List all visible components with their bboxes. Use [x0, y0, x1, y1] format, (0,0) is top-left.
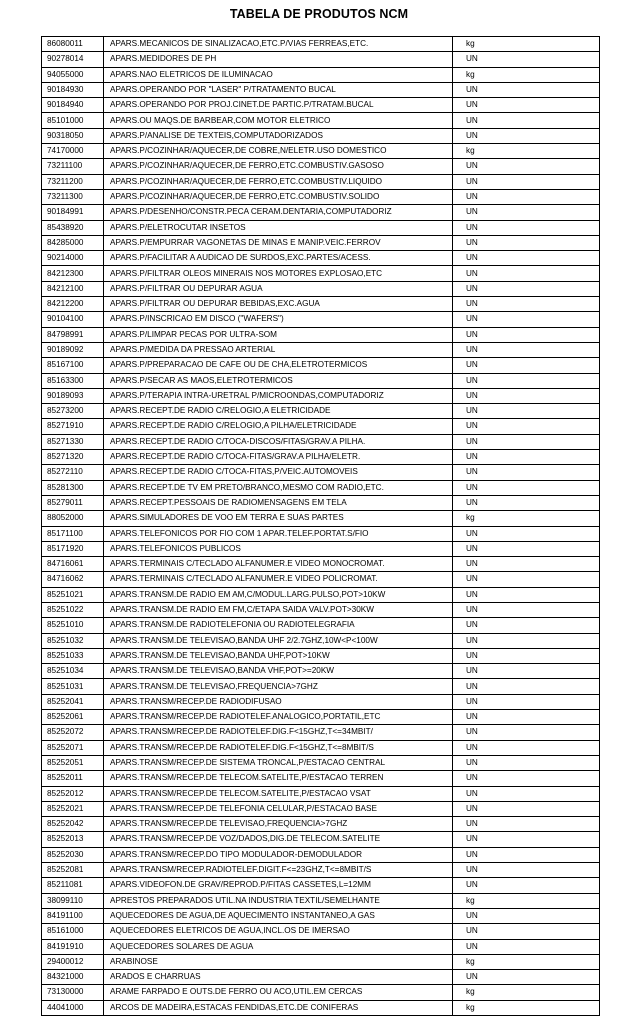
ncm-code-cell: 85271320: [42, 450, 104, 465]
table-row: [42, 664, 600, 679]
unit-cell: UN: [453, 664, 600, 679]
ncm-code-cell: 90184991: [42, 205, 104, 220]
product-description-cell: APARS.RECEPT.PESSOAIS DE RADIOMENSAGENS EM TELA: [104, 495, 453, 510]
unit-cell: UN: [453, 98, 600, 113]
product-description-cell: APARS.TRANSM/RECEP.DE RADIODIFUSAO: [104, 694, 453, 709]
table-row: [42, 633, 600, 648]
product-description-cell: AQUECEDORES ELETRICOS DE AGUA,INCL.OS DE IMERSAO: [104, 924, 453, 939]
unit-cell: UN: [453, 725, 600, 740]
table-row: [42, 893, 600, 908]
table-row: [42, 648, 600, 663]
table-row: [42, 786, 600, 801]
ncm-code-cell: 85101000: [42, 113, 104, 128]
product-description-cell: APARS.TRANSM/RECEP.DO TIPO MODULADOR-DEMODULADOR: [104, 847, 453, 862]
table-row: [42, 557, 600, 572]
table-row: [42, 52, 600, 67]
product-description-cell: APARS.P/COZINHAR/AQUECER,DE FERRO,ETC.COMBUSTIV.GASOSO: [104, 159, 453, 174]
product-description-cell: APARS.P/COZINHAR/AQUECER,DE FERRO,ETC.COMBUSTIV.LIQUIDO: [104, 174, 453, 189]
ncm-code-cell: 85271330: [42, 434, 104, 449]
ncm-code-cell: 85252021: [42, 801, 104, 816]
product-description-cell: APARS.RECEPT.DE RADIO C/RELOGIO,A PILHA/ELETRICIDADE: [104, 419, 453, 434]
table-row: [42, 618, 600, 633]
product-description-cell: APARS.P/DESENHO/CONSTR.PECA CERAM.DENTARIA,COMPUTADORIZ: [104, 205, 453, 220]
unit-cell: UN: [453, 297, 600, 312]
unit-cell: UN: [453, 541, 600, 556]
product-description-cell: APARS.P/FILTRAR OU DEPURAR AGUA: [104, 281, 453, 296]
table-row: [42, 144, 600, 159]
unit-cell: UN: [453, 404, 600, 419]
unit-cell: UN: [453, 189, 600, 204]
unit-cell: UN: [453, 220, 600, 235]
unit-cell: UN: [453, 847, 600, 862]
unit-cell: UN: [453, 863, 600, 878]
table-row: [42, 725, 600, 740]
table-row: [42, 679, 600, 694]
unit-cell: UN: [453, 373, 600, 388]
ncm-code-cell: 90184930: [42, 82, 104, 97]
unit-cell: UN: [453, 572, 600, 587]
product-description-cell: APARS.P/EMPURRAR VAGONETAS DE MINAS E MANIP.VEIC.FERROV: [104, 235, 453, 250]
table-row: [42, 342, 600, 357]
ncm-code-cell: 90278014: [42, 52, 104, 67]
table-row: [42, 465, 600, 480]
product-description-cell: APARS.NAO ELETRICOS DE ILUMINACAO: [104, 67, 453, 82]
table-row: [42, 863, 600, 878]
table-row: [42, 480, 600, 495]
table-row: [42, 847, 600, 862]
table-row: [42, 98, 600, 113]
table-row: [42, 602, 600, 617]
ncm-code-cell: 85252042: [42, 817, 104, 832]
product-description-cell: ARADOS E CHARRUAS: [104, 970, 453, 985]
table-row: [42, 541, 600, 556]
ncm-products-table: [41, 36, 600, 1016]
table-row: [42, 771, 600, 786]
product-description-cell: APARS.P/LIMPAR PECAS POR ULTRA-SOM: [104, 327, 453, 342]
table-row: [42, 113, 600, 128]
unit-cell: UN: [453, 587, 600, 602]
product-description-cell: APARS.OU MAQS.DE BARBEAR,COM MOTOR ELETRICO: [104, 113, 453, 128]
ncm-code-cell: 73211200: [42, 174, 104, 189]
ncm-code-cell: 85211081: [42, 878, 104, 893]
ncm-code-cell: 85252013: [42, 832, 104, 847]
ncm-code-cell: 85171920: [42, 541, 104, 556]
ncm-code-cell: 85252011: [42, 771, 104, 786]
product-description-cell: APARS.TRANSM.DE TELEVISAO,BANDA UHF,POT>10KW: [104, 648, 453, 663]
ncm-code-cell: 38099110: [42, 893, 104, 908]
table-row: [42, 587, 600, 602]
table-row: [42, 159, 600, 174]
ncm-code-cell: 73130000: [42, 985, 104, 1000]
unit-cell: UN: [453, 939, 600, 954]
product-description-cell: APARS.TRANSM/RECEP.DE RADIOTELEF.DIG.F<15GHZ,T<=8MBIT/S: [104, 740, 453, 755]
table-row: [42, 450, 600, 465]
ncm-code-cell: 84798991: [42, 327, 104, 342]
unit-cell: kg: [453, 37, 600, 52]
product-description-cell: APARS.RECEPT.DE RADIO C/TOCA-DISCOS/FITAS/GRAV.A PILHA.: [104, 434, 453, 449]
ncm-code-cell: 85167100: [42, 358, 104, 373]
table-row: [42, 327, 600, 342]
ncm-code-cell: 84212200: [42, 297, 104, 312]
product-description-cell: APARS.TRANSM/RECEP.DE TELEFONIA CELULAR,P/ESTACAO BASE: [104, 801, 453, 816]
ncm-code-cell: 85271910: [42, 419, 104, 434]
ncm-code-cell: 90318050: [42, 128, 104, 143]
ncm-code-cell: 84716061: [42, 557, 104, 572]
table-row: [42, 281, 600, 296]
ncm-code-cell: 85252030: [42, 847, 104, 862]
table-row: [42, 189, 600, 204]
unit-cell: UN: [453, 495, 600, 510]
unit-cell: UN: [453, 694, 600, 709]
table-row: [42, 67, 600, 82]
table-row: [42, 312, 600, 327]
table-row: [42, 220, 600, 235]
ncm-code-cell: 86080011: [42, 37, 104, 52]
product-description-cell: APARS.TRANSM/RECEP.RADIOTELEF.DIGIT.F<=23GHZ,T<=8MBIT/S: [104, 863, 453, 878]
product-description-cell: APARS.RECEPT.DE RADIO C/TOCA-FITAS/GRAV.A PILHA/ELETR.: [104, 450, 453, 465]
unit-cell: UN: [453, 755, 600, 770]
unit-cell: UN: [453, 710, 600, 725]
page-title: TABELA DE PRODUTOS NCM: [229, 7, 409, 21]
product-description-cell: APARS.P/FILTRAR OU DEPURAR BEBIDAS,EXC.AGUA: [104, 297, 453, 312]
ncm-code-cell: 88052000: [42, 511, 104, 526]
unit-cell: UN: [453, 281, 600, 296]
table-row: [42, 37, 600, 52]
product-description-cell: APARS.TRANSM/RECEP.DE VOZ/DADOS,DIG.DE TELECOM.SATELITE: [104, 832, 453, 847]
ncm-code-cell: 73211300: [42, 189, 104, 204]
table-row: [42, 174, 600, 189]
product-description-cell: AQUECEDORES SOLARES DE AGUA: [104, 939, 453, 954]
ncm-code-cell: 85438920: [42, 220, 104, 235]
table-row: [42, 404, 600, 419]
table-row: [42, 495, 600, 510]
product-description-cell: APARS.SIMULADORES DE VOO EM TERRA E SUAS PARTES: [104, 511, 453, 526]
product-description-cell: APARS.TRANSM/RECEP.DE RADIOTELEF.DIG.F<15GHZ,T<=34MBIT/: [104, 725, 453, 740]
product-description-cell: APARS.P/MEDIDA DA PRESSAO ARTERIAL: [104, 342, 453, 357]
product-description-cell: APARS.TRANSM.DE RADIO EM FM,C/ETAPA SAIDA VALV.POT>30KW: [104, 602, 453, 617]
product-description-cell: APARS.TRANSM/RECEP.DE TELECOM.SATELITE,P/ESTACAO VSAT: [104, 786, 453, 801]
product-description-cell: APARS.TRANSM.DE TELEVISAO,BANDA VHF,POT>=20KW: [104, 664, 453, 679]
ncm-code-cell: 85251032: [42, 633, 104, 648]
product-description-cell: APARS.P/COZINHAR/AQUECER,DE FERRO,ETC.COMBUSTIV.SOLIDO: [104, 189, 453, 204]
unit-cell: kg: [453, 144, 600, 159]
unit-cell: UN: [453, 434, 600, 449]
product-description-cell: APARS.RECEPT.DE RADIO C/RELOGIO,A ELETRICIDADE: [104, 404, 453, 419]
ncm-code-cell: 44041000: [42, 1000, 104, 1015]
product-description-cell: APARS.MECANICOS DE SINALIZACAO,ETC.P/VIAS FERREAS,ETC.: [104, 37, 453, 52]
table-row: [42, 388, 600, 403]
unit-cell: UN: [453, 832, 600, 847]
ncm-code-cell: 85161000: [42, 924, 104, 939]
table-row: [42, 939, 600, 954]
product-description-cell: APARS.TERMINAIS C/TECLADO ALFANUMER.E VIDEO POLICROMAT.: [104, 572, 453, 587]
ncm-code-cell: 85251010: [42, 618, 104, 633]
product-description-cell: APARS.TERMINAIS C/TECLADO ALFANUMER.E VIDEO MONOCROMAT.: [104, 557, 453, 572]
unit-cell: UN: [453, 878, 600, 893]
product-description-cell: APARS.VIDEOFON.DE GRAV/REPROD.P/FITAS CASSETES,L=12MM: [104, 878, 453, 893]
product-description-cell: APARS.P/TERAPIA INTRA-URETRAL P/MICROONDAS,COMPUTADORIZ: [104, 388, 453, 403]
ncm-code-cell: 29400012: [42, 954, 104, 969]
unit-cell: kg: [453, 1000, 600, 1015]
ncm-code-cell: 85252071: [42, 740, 104, 755]
ncm-code-cell: 85171100: [42, 526, 104, 541]
ncm-code-cell: 85272110: [42, 465, 104, 480]
unit-cell: kg: [453, 511, 600, 526]
product-description-cell: APARS.RECEPT.DE RADIO C/TOCA-FITAS,P/VEIC.AUTOMOVEIS: [104, 465, 453, 480]
table-row: [42, 878, 600, 893]
product-description-cell: APARS.TRANSM/RECEP.DE SISTEMA TRONCAL,P/ESTACAO CENTRAL: [104, 755, 453, 770]
unit-cell: UN: [453, 327, 600, 342]
unit-cell: kg: [453, 985, 600, 1000]
ncm-code-cell: 84212100: [42, 281, 104, 296]
product-description-cell: ARABINOSE: [104, 954, 453, 969]
unit-cell: UN: [453, 771, 600, 786]
ncm-code-cell: 74170000: [42, 144, 104, 159]
product-description-cell: APARS.P/ANALISE DE TEXTEIS,COMPUTADORIZADOS: [104, 128, 453, 143]
table-row: [42, 82, 600, 97]
product-description-cell: APARS.RECEPT.DE TV EM PRETO/BRANCO,MESMO COM RADIO,ETC.: [104, 480, 453, 495]
ncm-code-cell: 85252012: [42, 786, 104, 801]
table-row: [42, 908, 600, 923]
product-description-cell: APARS.P/PREPARACAO DE CAFE OU DE CHA,ELETROTERMICOS: [104, 358, 453, 373]
product-description-cell: APARS.OPERANDO POR "LASER" P/TRATAMENTO BUCAL: [104, 82, 453, 97]
product-description-cell: APARS.P/FILTRAR OLEOS MINERAIS NOS MOTORES EXPLOSAO,ETC: [104, 266, 453, 281]
table-row: [42, 954, 600, 969]
ncm-code-cell: 84321000: [42, 970, 104, 985]
unit-cell: UN: [453, 113, 600, 128]
ncm-code-cell: 85252081: [42, 863, 104, 878]
table-row: [42, 358, 600, 373]
product-description-cell: APARS.MEDIDORES DE PH: [104, 52, 453, 67]
table-row: [42, 572, 600, 587]
product-description-cell: APARS.P/INSCRICAO EM DISCO ("WAFERS"): [104, 312, 453, 327]
unit-cell: UN: [453, 557, 600, 572]
table-row: [42, 710, 600, 725]
ncm-code-cell: 85251033: [42, 648, 104, 663]
unit-cell: UN: [453, 388, 600, 403]
product-description-cell: APARS.TRANSM.DE TELEVISAO,FREQUENCIA>7GHZ: [104, 679, 453, 694]
unit-cell: UN: [453, 235, 600, 250]
product-description-cell: APARS.TRANSM/RECEP.DE TELECOM.SATELITE,P/ESTACAO TERREN: [104, 771, 453, 786]
ncm-code-cell: 73211100: [42, 159, 104, 174]
ncm-code-cell: 94055000: [42, 67, 104, 82]
table-row: [42, 985, 600, 1000]
table-row: [42, 373, 600, 388]
table-row: [42, 526, 600, 541]
unit-cell: UN: [453, 205, 600, 220]
table-row: [42, 205, 600, 220]
ncm-code-cell: 85279011: [42, 495, 104, 510]
table-row: [42, 297, 600, 312]
ncm-code-cell: 85252072: [42, 725, 104, 740]
table-row: [42, 924, 600, 939]
unit-cell: UN: [453, 602, 600, 617]
table-row: [42, 1000, 600, 1015]
unit-cell: UN: [453, 342, 600, 357]
ncm-code-cell: 84191910: [42, 939, 104, 954]
table-row: [42, 235, 600, 250]
table-row: [42, 419, 600, 434]
unit-cell: UN: [453, 908, 600, 923]
unit-cell: UN: [453, 801, 600, 816]
ncm-code-cell: 85252051: [42, 755, 104, 770]
unit-cell: UN: [453, 419, 600, 434]
ncm-code-cell: 84716062: [42, 572, 104, 587]
product-description-cell: APARS.TRANSM/RECEP.DE TELEVISAO,FREQUENCIA>7GHZ: [104, 817, 453, 832]
unit-cell: UN: [453, 128, 600, 143]
unit-cell: UN: [453, 52, 600, 67]
product-description-cell: APARS.TRANSM.DE RADIOTELEFONIA OU RADIOTELEGRAFIA: [104, 618, 453, 633]
product-description-cell: APARS.TELEFONICOS POR FIO COM 1 APAR.TELEF.PORTAT.S/FIO: [104, 526, 453, 541]
ncm-code-cell: 85251031: [42, 679, 104, 694]
unit-cell: UN: [453, 817, 600, 832]
unit-cell: UN: [453, 618, 600, 633]
table-row: [42, 832, 600, 847]
unit-cell: UN: [453, 924, 600, 939]
ncm-code-cell: 90214000: [42, 251, 104, 266]
product-description-cell: APARS.TELEFONICOS PUBLICOS: [104, 541, 453, 556]
unit-cell: UN: [453, 266, 600, 281]
ncm-code-cell: 85163300: [42, 373, 104, 388]
unit-cell: kg: [453, 954, 600, 969]
unit-cell: UN: [453, 174, 600, 189]
ncm-code-cell: 90189093: [42, 388, 104, 403]
table-row: [42, 128, 600, 143]
ncm-code-cell: 85251034: [42, 664, 104, 679]
table-row: [42, 740, 600, 755]
unit-cell: UN: [453, 786, 600, 801]
table-row: [42, 694, 600, 709]
ncm-code-cell: 85281300: [42, 480, 104, 495]
ncm-code-cell: 90189092: [42, 342, 104, 357]
product-description-cell: APARS.OPERANDO POR PROJ.CINET.DE PARTIC.P/TRATAM.BUCAL: [104, 98, 453, 113]
unit-cell: UN: [453, 82, 600, 97]
table-row: [42, 251, 600, 266]
ncm-code-cell: 84285000: [42, 235, 104, 250]
product-description-cell: APARS.TRANSM/RECEP.DE RADIOTELEF.ANALOGICO,PORTATIL,ETC: [104, 710, 453, 725]
product-description-cell: AQUECEDORES DE AGUA,DE AQUECIMENTO INSTANTANEO,A GAS: [104, 908, 453, 923]
ncm-code-cell: 85252041: [42, 694, 104, 709]
product-description-cell: APARS.TRANSM.DE TELEVISAO,BANDA UHF 2/2.7GHZ,10W<P<100W: [104, 633, 453, 648]
unit-cell: UN: [453, 450, 600, 465]
table-row: [42, 817, 600, 832]
unit-cell: UN: [453, 480, 600, 495]
unit-cell: UN: [453, 526, 600, 541]
unit-cell: UN: [453, 358, 600, 373]
product-description-cell: APARS.P/COZINHAR/AQUECER,DE COBRE,N/ELETR.USO DOMESTICO: [104, 144, 453, 159]
ncm-code-cell: 90104100: [42, 312, 104, 327]
unit-cell: UN: [453, 312, 600, 327]
unit-cell: UN: [453, 679, 600, 694]
product-description-cell: APARS.P/SECAR AS MAOS,ELETROTERMICOS: [104, 373, 453, 388]
product-description-cell: APARS.TRANSM.DE RADIO EM AM,C/MODUL.LARG.PULSO,POT>10KW: [104, 587, 453, 602]
unit-cell: UN: [453, 465, 600, 480]
unit-cell: kg: [453, 893, 600, 908]
unit-cell: kg: [453, 67, 600, 82]
table-row: [42, 801, 600, 816]
ncm-code-cell: 85252061: [42, 710, 104, 725]
unit-cell: UN: [453, 251, 600, 266]
product-description-cell: APARS.P/ELETROCUTAR INSETOS: [104, 220, 453, 235]
ncm-code-cell: 90184940: [42, 98, 104, 113]
ncm-table-body: [42, 37, 600, 1016]
ncm-code-cell: 84212300: [42, 266, 104, 281]
table-row: [42, 434, 600, 449]
unit-cell: UN: [453, 633, 600, 648]
unit-cell: UN: [453, 970, 600, 985]
table-row: [42, 755, 600, 770]
product-description-cell: APRESTOS PREPARADOS UTIL.NA INDUSTRIA TEXTIL/SEMELHANTE: [104, 893, 453, 908]
table-row: [42, 511, 600, 526]
product-description-cell: ARAME FARPADO E OUTS.DE FERRO OU ACO,UTIL.EM CERCAS: [104, 985, 453, 1000]
table-row: [42, 970, 600, 985]
ncm-code-cell: 85273200: [42, 404, 104, 419]
unit-cell: UN: [453, 648, 600, 663]
ncm-code-cell: 85251022: [42, 602, 104, 617]
unit-cell: UN: [453, 159, 600, 174]
product-description-cell: APARS.P/FACILITAR A AUDICAO DE SURDOS,EXC.PARTES/ACESS.: [104, 251, 453, 266]
ncm-code-cell: 84191100: [42, 908, 104, 923]
ncm-code-cell: 85251021: [42, 587, 104, 602]
product-description-cell: ARCOS DE MADEIRA,ESTACAS FENDIDAS,ETC.DE CONIFERAS: [104, 1000, 453, 1015]
table-row: [42, 266, 600, 281]
unit-cell: UN: [453, 740, 600, 755]
